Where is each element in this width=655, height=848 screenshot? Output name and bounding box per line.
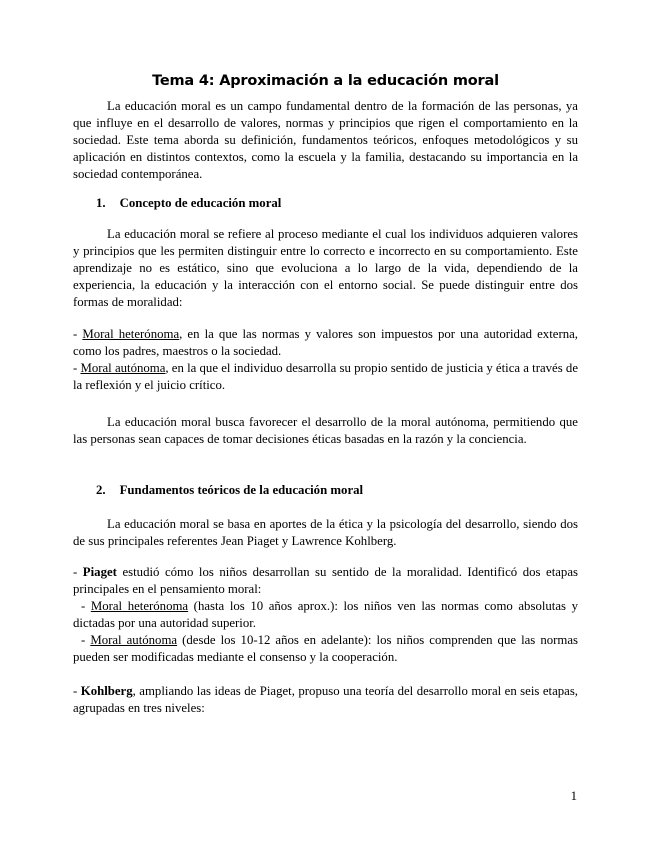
list-item-dash: - bbox=[73, 361, 81, 375]
intro-paragraph: La educación moral es un campo fundamental dentro de la formación de las personas, ya que influye en el desarrollo de valores, normas y principios que rigen el comportamiento en la sociedad. Este tema aborda su definición, fundamentos teóricos, enfoques metodológicos y su aplicación en distintos contextos, como la escuela y la familia, destacando su importancia en la sociedad contemporánea. bbox=[73, 99, 578, 181]
list-subitem bbox=[73, 598, 578, 632]
section-2-heading-text: Fundamentos teóricos de la educación moral bbox=[119, 483, 364, 497]
section-1-number: 1. bbox=[96, 196, 106, 210]
kohlberg-name: Kohlberg bbox=[80, 684, 133, 698]
list-item-text: (hasta los 10 años aprox.): los niños ven las normas como absolutas y dictadas por una autoridad superior. bbox=[73, 599, 578, 630]
list-item-dash: - bbox=[73, 565, 83, 579]
section-1-heading bbox=[73, 195, 578, 212]
piaget-text: estudió cómo los niños desarrollan su sentido de la moralidad. Identificó dos etapas principales en el pensamiento moral: bbox=[73, 565, 578, 596]
section-2-heading bbox=[73, 482, 578, 499]
page-title: Tema 4: Aproximación a la educación moral bbox=[152, 73, 499, 89]
section-1-heading-text: Concepto de educación moral bbox=[119, 196, 282, 210]
list-item-dash: - bbox=[81, 633, 91, 647]
piaget-block bbox=[73, 564, 578, 666]
kohlberg-lead bbox=[73, 683, 578, 717]
section-1-paragraph: La educación moral se refiere al proceso mediante el cual los individuos adquieren valores y principios que les permiten distinguir entre lo correcto e incorrecto en su comportamiento. Este aprendizaje no es estático, sino que evoluciona a lo largo de la vida, dependiendo de la experiencia, la educación y la interacción con el entorno social. Se puede distinguir entre dos formas de moralidad: bbox=[73, 227, 578, 309]
list-subitem bbox=[73, 632, 578, 666]
section-2-paragraph: La educación moral se basa en aportes de la ética y la psicología del desarrollo, siendo dos de sus principales referentes Jean Piaget y Lawrence Kohlberg. bbox=[73, 517, 578, 548]
page-number: 1 bbox=[570, 789, 577, 803]
kohlberg-text: , ampliando las ideas de Piaget, propuso una teoría del desarrollo moral en seis etapas, agrupadas en tres niveles: bbox=[73, 684, 579, 715]
list-item-term: Moral autónoma bbox=[90, 633, 178, 647]
list-item-term: Moral heterónoma bbox=[90, 599, 189, 613]
list-item-text: , en la que el individuo desarrolla su propio sentido de justicia y ética a través de la reflexión y el juicio crítico. bbox=[73, 361, 578, 392]
page-content bbox=[73, 0, 578, 717]
list-item-term: Moral autónoma bbox=[80, 361, 166, 375]
section-1-closing-paragraph: La educación moral busca favorecer el desarrollo de la moral autónoma, permitiendo que las personas sean capaces de tomar decisiones éticas basadas en la razón y la conciencia. bbox=[73, 415, 578, 446]
list-item bbox=[73, 326, 578, 360]
kohlberg-block bbox=[73, 683, 578, 717]
piaget-name: Piaget bbox=[82, 565, 117, 579]
list-item-dash: - bbox=[81, 599, 91, 613]
list-item bbox=[73, 360, 578, 394]
section-2-number: 2. bbox=[96, 483, 106, 497]
list-item-dash: - bbox=[73, 684, 81, 698]
list-item-dash: - bbox=[73, 327, 83, 341]
list-item-term: Moral heterónoma bbox=[82, 327, 180, 341]
piaget-lead bbox=[73, 564, 578, 598]
list-item-text: , en la que las normas y valores son impuestos por una autoridad externa, como los padres, maestros o la sociedad. bbox=[73, 327, 578, 358]
section-1-list bbox=[73, 326, 578, 394]
list-item-text: (desde los 10-12 años en adelante): los niños comprenden que las normas pueden ser modificadas mediante el consenso y la cooperación. bbox=[73, 633, 578, 664]
